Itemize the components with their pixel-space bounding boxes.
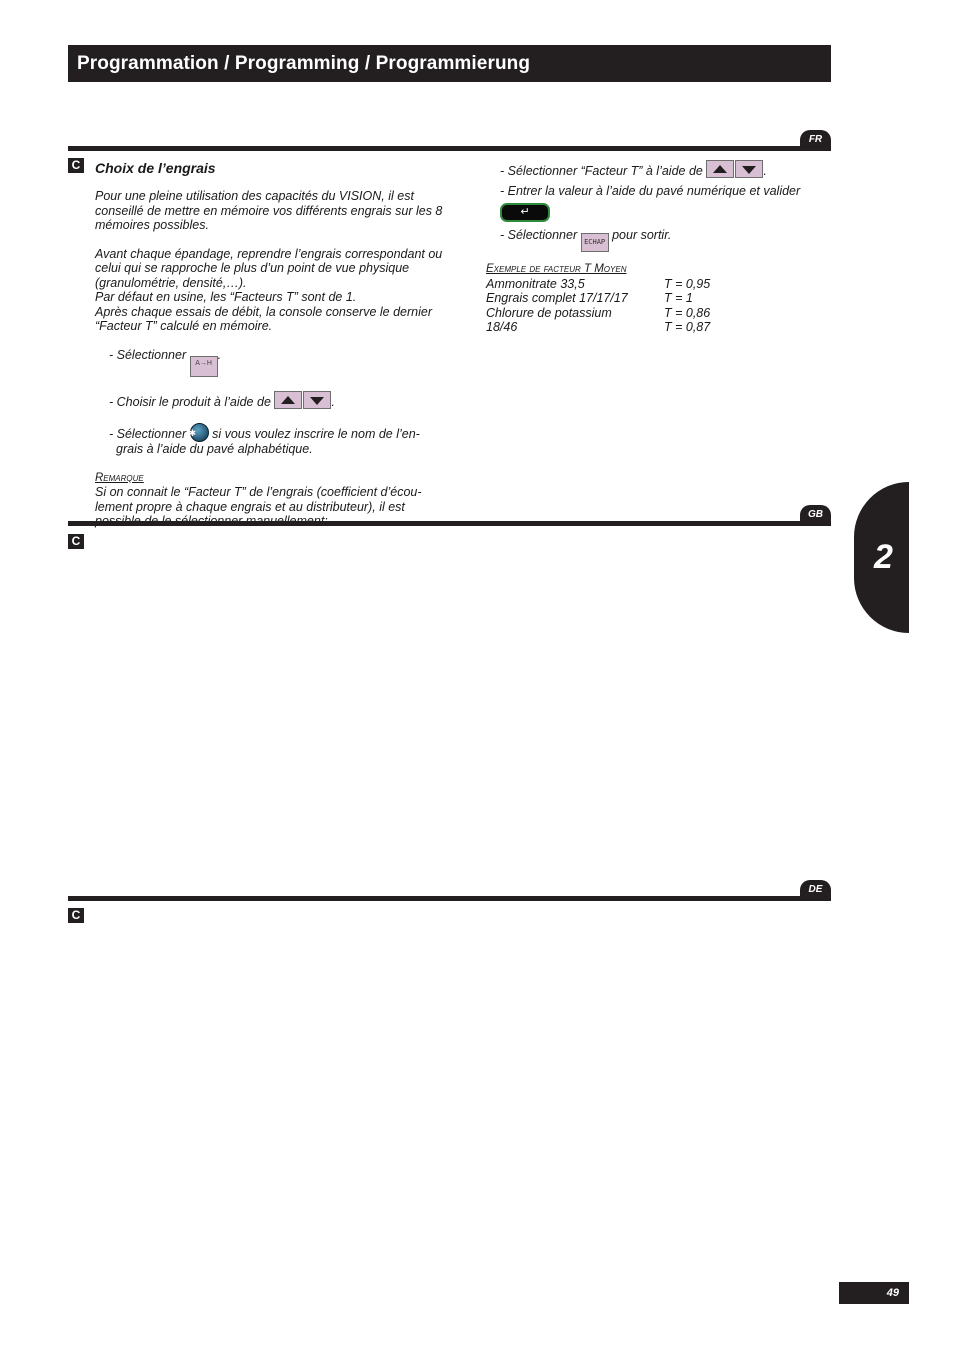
chapter-tab: 2 — [854, 482, 909, 633]
step3-text: - Sélectionner — [109, 427, 187, 441]
step-enter-name: - Sélectionner ✱ si vous voulez inscrire le nom de l’en-grais à l’aide du pavé alphabétique. — [95, 423, 445, 457]
fr-right-column — [486, 160, 831, 335]
up-down-arrows-2 — [706, 160, 763, 178]
page-number: 49 — [839, 1282, 909, 1304]
table-cell-value: T = 1 — [664, 291, 693, 305]
arrow-down-icon — [735, 160, 763, 178]
echap-key-icon: ECHAP — [581, 233, 609, 252]
step2-text: - Choisir le produit à l’aide de — [109, 394, 271, 409]
table-cell-name: Chlorure de potassium — [486, 305, 612, 320]
enter-key-row — [486, 200, 831, 222]
arrow-down-icon — [303, 391, 331, 409]
step-select-t-factor: - Sélectionner “Facteur T” à l’aide de . — [486, 160, 831, 179]
section-title: Choix de l’engrais — [95, 160, 216, 176]
section-rule-fr — [68, 146, 831, 151]
table-cell-name: Engrais complet 17/17/17 — [486, 291, 628, 305]
t-factor-table — [486, 277, 831, 335]
fertilizer-ah-icon: A→H — [190, 356, 218, 377]
section-letter-fr: C — [68, 158, 84, 173]
paragraph-memory: Pour une pleine utilisation des capacités du VISION, il est conseillé de mettre en mémoire vos différents engrais sur les 8 mémoires possibles. — [95, 189, 443, 232]
lang-tag-fr: FR — [800, 130, 831, 149]
page-header-title: Programmation / Programming / Programmierung — [68, 45, 831, 82]
remark-label: Remarque — [95, 471, 144, 484]
section-letter-de: C — [68, 908, 84, 923]
table-cell-name: Ammonitrate 33,5 — [486, 276, 585, 291]
up-down-arrows — [274, 391, 331, 409]
example-label: Exemple de facteur T Moyen — [486, 263, 627, 275]
step1-text: - Sélectionner — [109, 347, 187, 362]
arrow-up-icon — [706, 160, 734, 178]
paragraph-spreading: Avant chaque épandage, reprendre l’engrais correspondant ou celui qui se rapproche le plus d’un point de vue physique (granulométrie, densité,…). — [95, 246, 443, 290]
step-enter-value: - Entrer la valeur à l’aide du pavé numérique et valider — [500, 183, 801, 198]
table-cell-value: T = 0,87 — [664, 320, 711, 334]
lang-tag-de: DE — [800, 880, 831, 899]
table-cell-value: T = 0,95 — [664, 276, 711, 291]
fr-left-column — [95, 189, 445, 529]
enter-key-icon: ↵ — [500, 203, 550, 222]
step-choose-product: - Choisir le produit à l’aide de . — [95, 391, 445, 410]
keyboard-round-icon — [190, 423, 209, 442]
section-letter-gb: C — [68, 534, 84, 549]
remark-text: Si on connait le “Facteur T” de l’engrais (coefficient d’écou-lement propre à chaque engrais et au distributeur), il est — [95, 485, 422, 514]
table-cell-name: 18/46 — [486, 320, 518, 334]
step-exit: - Sélectionner ECHAP pour sortir. — [486, 228, 831, 252]
arrow-up-icon — [274, 391, 302, 409]
section-rule-gb — [68, 521, 831, 526]
step-select-product-menu: - Sélectionner A→H. — [95, 348, 445, 377]
paragraph-default: Par défaut en usine, les “Facteurs T” sont de 1. — [95, 290, 357, 304]
table-cell-value: T = 0,86 — [664, 305, 711, 320]
section-rule-de — [68, 896, 831, 901]
paragraph-after-test: Après chaque essais de débit, la console conserve le dernier “Facteur T” calculé en mémoire. — [95, 304, 433, 333]
lang-tag-gb: GB — [800, 505, 831, 524]
